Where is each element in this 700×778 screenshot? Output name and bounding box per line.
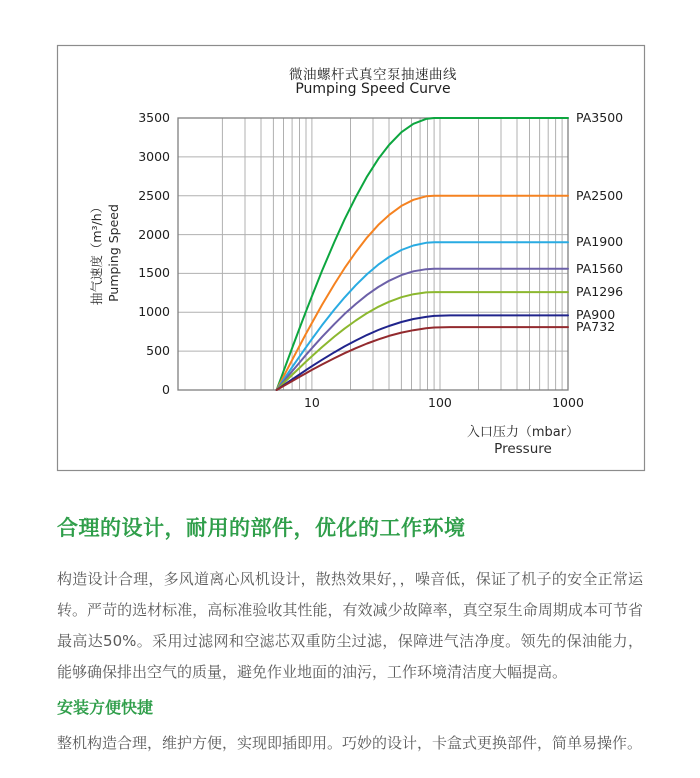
y-axis-title: [88, 142, 122, 364]
chart-title-zh: 微油螺杆式真空泵抽速曲线: [289, 67, 457, 83]
y-axis-title-zh: 抽气速度（m³/h）: [89, 200, 104, 306]
y-tick-label: 1000: [138, 304, 170, 320]
x-tick-label: 1000: [552, 395, 584, 410]
series-label-PA3500: PA3500: [576, 110, 624, 125]
y-tick-label: 3000: [138, 148, 170, 164]
y-axis-title-en: Pumping Speed: [106, 204, 121, 302]
x-axis-title-en: Pressure: [494, 441, 552, 457]
y-tick-label: 500: [146, 343, 170, 359]
x-axis-title-zh: 入口压力（mbar）: [466, 425, 580, 440]
x-tick-label: 100: [428, 395, 452, 410]
subsection-heading: 安装方便快捷: [57, 698, 154, 717]
y-tick-label: 1500: [138, 265, 170, 281]
y-tick-label: 3500: [138, 110, 170, 125]
content-section: [0, 514, 700, 757]
section-heading: 合理的设计，耐用的部件，优化的工作环境: [57, 516, 466, 540]
chart-title-en: Pumping Speed Curve: [295, 81, 451, 97]
x-tick-label: 10: [303, 395, 320, 410]
series-label-PA2500: PA2500: [576, 187, 624, 203]
series-label-PA1560: PA1560: [576, 260, 624, 276]
y-tick-label: 2500: [138, 187, 170, 203]
y-tick-label: 2000: [138, 226, 170, 242]
series-label-PA900: PA900: [576, 307, 616, 323]
series-curve-PA732: [277, 327, 568, 390]
section-paragraph: 构造设计合理，多风道离心风机设计，散热效果好，，噪音低，保证了机子的安全正常运转。严苛的选材标准，高标准验收其性能，有效减少故障率，真空泵生命周期成本可节省最高达50%。采用过滤网和空滤芯双重防尘过滤，保障进气洁净度。领先的保油能力，能够确保排出空气的质量，避免作业地面的油污，工作环境清洁度大幅提高。: [57, 570, 643, 681]
subsection-paragraph: 整机构造合理，维护方便，实现即插即用。巧妙的设计，卡盒式更换部件，简单易操作。: [57, 734, 643, 752]
series-label-PA1900: PA1900: [576, 234, 624, 250]
y-tick-label: 0: [162, 382, 170, 397]
series-label-PA732: PA732: [576, 319, 616, 335]
series-label-PA1296: PA1296: [576, 284, 624, 300]
